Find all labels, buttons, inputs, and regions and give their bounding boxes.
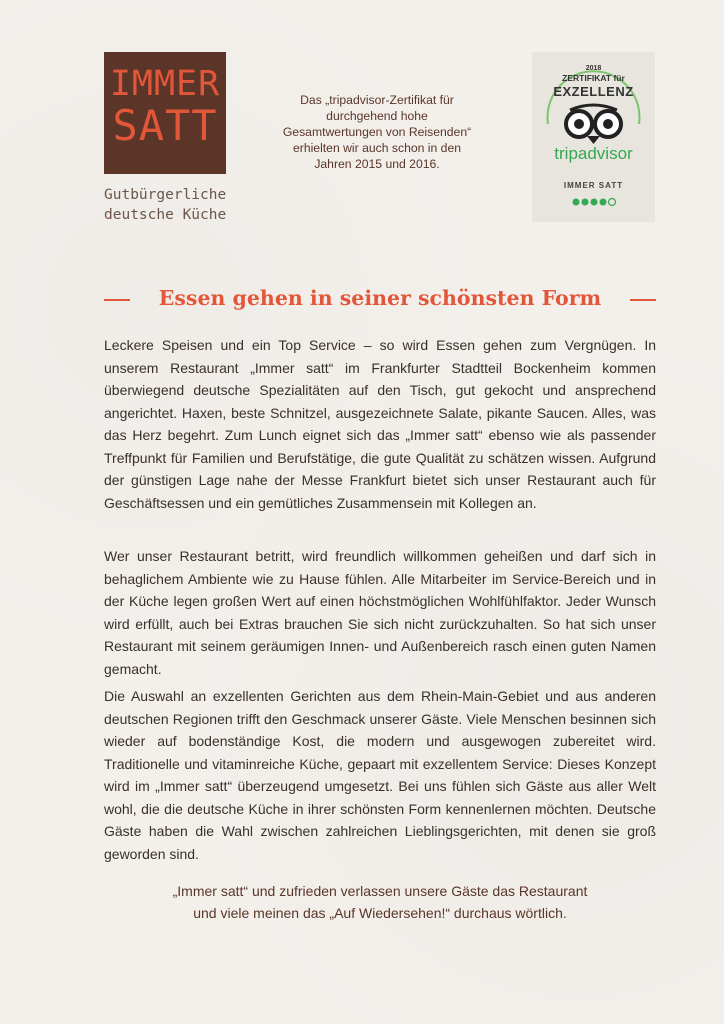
tagline-line-1: Gutbürgerliche: [104, 187, 227, 203]
owl-icon: [566, 105, 621, 144]
badge-year: 2018: [585, 65, 602, 72]
closing-line-2: und viele meinen das „Auf Wiedersehen!“ durchaus wörtlich.: [193, 905, 567, 921]
heading-rule-right: [630, 299, 656, 301]
tripadvisor-badge: [532, 52, 655, 222]
rating-dots-icon: [573, 199, 616, 206]
page-title: Essen gehen in seiner schönsten Form: [158, 286, 602, 310]
logo-tagline: [104, 185, 254, 225]
tagline-line-2: deutsche Küche: [104, 207, 227, 223]
closing-line-1: „Immer satt“ und zufrieden verlassen unsere Gäste das Restaurant: [172, 883, 588, 899]
certificate-note: Das „tripadvisor-Zertifikat für durchgehend hohe Gesamtwertungen von Reisenden“ erhielten wir auch schon in den Jahren 2015 und 2016.: [282, 93, 472, 171]
paragraph-2: Wer unser Restaurant betritt, wird freundlich willkommen geheißen und darf sich in behaglichem Ambiente wie zu Hause fühlen. Alle Mitarbeiter im Service-Bereich und in der Küche legen großen Wert auf einen höchstmöglichen Wohlfühlfaktor. Jeder Wunsch wird erfüllt, auch bei Extras brauchen Sie sich nicht zurückzuhalten. So hat sich unser Restaurant mit seinem geräumigen Innen- und Außenbereich rasch einen guten Namen gemacht.: [104, 548, 656, 677]
badge-certificate-label: ZERTIFIKAT für: [562, 73, 625, 83]
paragraph-3: Die Auswahl an exzellenten Gerichten aus dem Rhein-Main-Gebiet und aus anderen deutschen Regionen trifft den Geschmack unserer Gäste. Viele Menschen besinnen sich wieder auf bodenständige Kost, die modern und ausgewogen zubereitet wird. Traditionelle und vitaminreiche Küche, gepaart mit exzellentem Service: Dieses Konzept wird im „Immer satt“ überzeugend umgesetzt. Bei uns fühlen sich Gäste aus aller Welt wohl, die die deutsche Küche in ihrer schönsten Form kennenlernen möchten. Deutsche Gäste haben die Wahl zwischen zahlreichen Lieblingsgerichten, mit denen sie groß geworden sind.: [104, 688, 656, 862]
logo-line-immer: IMMER: [109, 64, 221, 104]
badge-brand: tripadvisor: [554, 144, 633, 163]
restaurant-logo: [104, 52, 226, 174]
paragraph-1: Leckere Speisen und ein Top Service – so wird Essen gehen zum Vergnügen. In unserem Restaurant „Immer satt“ im Frankfurter Stadtteil Bockenheim kommen überwiegend deutsche Spezialitäten auf den Tisch, gut gekocht und ansprechend angerichtet. Haxen, beste Schnitzel, ausgezeichnete Salate, pikante Saucen. Alles, was das Herz begehrt. Zum Lunch eignet sich das „Immer satt“ ebenso wie als passender Treffpunkt für Familien und Berufstätige, die gute Qualität zu schätzen wissen. Aufgrund der günstigen Lage nahe der Messe Frankfurt bietet sich unser Restaurant auch für Geschäftsessen und ein gemütliches Zusammensein mit Kollegen an.: [104, 337, 656, 511]
badge-excellence: EXZELLENZ: [553, 84, 634, 99]
closing-statement: [104, 880, 656, 924]
heading-rule-left: [104, 299, 130, 301]
logo-line-satt: SATT: [112, 101, 218, 150]
badge-restaurant-name: IMMER SATT: [563, 181, 624, 190]
heading-row: [104, 283, 656, 317]
